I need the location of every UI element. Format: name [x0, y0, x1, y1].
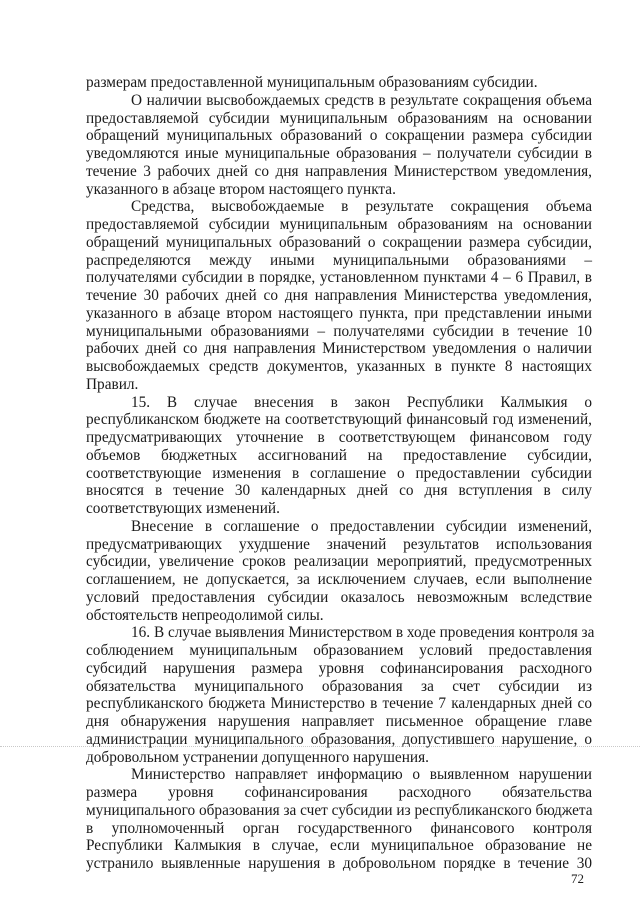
text-line: субсидии, увеличение сроков реализации мероприятий, предусмотренных	[86, 553, 592, 571]
text-line: предусматривающих уточнение в соответствующем финансовом году	[86, 429, 592, 446]
text-line: предоставляемой субсидии муниципальным образованиям на основании	[86, 109, 592, 127]
text-line: высвобождаемых средств документов, указанных в пункте 8 настоящих	[86, 358, 592, 375]
text-line: вносятся в течение 30 календарных дней со дня вступления в силу	[86, 482, 592, 500]
text-line: в уполномоченный орган государственного финансового контроля	[86, 819, 592, 837]
text-line: обстоятельств непреодолимой силы.	[86, 606, 324, 624]
text-line: получателями субсидии в порядке, установленном пунктами 4 – 6 Правил, в	[86, 269, 592, 287]
text-line: субсидий нарушения размера уровня софинансирования расходного	[86, 659, 592, 677]
text-line: 15. В случае внесения в закон Республики Калмыкия о	[131, 393, 592, 411]
text-line: муниципального образования за счет субсидии из республиканского бюджета	[86, 801, 593, 819]
text-line: течение 30 рабочих дней со дня направления Министерства уведомления,	[86, 287, 592, 304]
text-line: предоставляемой субсидии муниципальным образованиям на основании	[86, 216, 592, 233]
text-line: соглашением, не допускается, за исключением случаев, если выполнение	[86, 571, 592, 588]
text-line: О наличии высвобождаемых средств в результате сокращения объема	[131, 91, 592, 109]
text-line: Внесение в соглашение о предоставлении субсидии изменений,	[131, 517, 592, 535]
text-line: обязательства муниципального образования за счет субсидии из	[86, 677, 592, 695]
text-line: Правил.	[86, 375, 139, 393]
text-line: распределяются между иными муниципальными образованиями –	[86, 251, 592, 269]
text-line: обращений муниципальных образований о сокращении размера субсидии,	[86, 233, 592, 251]
body-text	[86, 74, 595, 873]
text-line: предусматривающих ухудшение значений результатов использования	[86, 535, 592, 553]
text-line: устранило выявленные нарушения в добровольном порядке в течение 30	[86, 855, 592, 872]
text-line: муниципальными образованиями – получателями субсидии в течение 10	[86, 322, 592, 340]
text-line: размера уровня софинансирования расходного обязательства	[86, 784, 592, 801]
text-line: указанного в абзаце втором настоящего пункта.	[86, 180, 396, 198]
text-line: рабочих дней со дня направления Министерством уведомления о наличии	[86, 340, 592, 358]
text-line: добровольном устранении допущенного нарушения.	[86, 748, 429, 766]
text-line: администрации муниципального образования, допустившего нарушение, о	[86, 730, 592, 748]
text-line: соблюдением муниципальным образованием условий предоставления	[86, 642, 592, 659]
text-line: условий предоставления субсидии оказалось невозможным вследствие	[86, 588, 592, 606]
text-line: 16. В случае выявления Министерством в ходе проведения контроля за	[131, 624, 595, 642]
text-line: дня обнаружения нарушения направляет письменное обращение главе	[86, 713, 592, 730]
text-line: соответствующих изменений.	[86, 500, 280, 517]
text-line: указанного в абзаце втором настоящего пункта, при представлении иными	[86, 304, 592, 322]
text-line: объемов бюджетных ассигнований на предоставление субсидии,	[86, 446, 592, 464]
text-line: Республики Калмыкия в случае, если муниципальное образование не	[86, 837, 592, 855]
text-line: Министерство направляет информацию о выявленном нарушении	[131, 766, 592, 784]
text-line: Средства, высвобождаемые в результате сокращения объема	[131, 198, 592, 216]
text-line: республиканского бюджета Министерство в течение 7 календарных дней со	[86, 695, 592, 713]
text-line: размерам предоставленной муниципальным образованиям субсидии.	[86, 74, 538, 91]
text-line: соответствующие изменения в соглашение о предоставлении субсидии	[86, 464, 592, 482]
page-number: 72	[571, 871, 584, 886]
text-line: обращений муниципальных образований о сокращении размера субсидии	[86, 127, 592, 145]
text-line: республиканском бюджете на соответствующий финансовый год изменений,	[86, 411, 592, 429]
text-line: уведомляются иные муниципальные образования – получатели субсидии в	[86, 145, 592, 162]
text-line: течение 3 рабочих дней со дня направления Министерством уведомления,	[86, 162, 592, 180]
